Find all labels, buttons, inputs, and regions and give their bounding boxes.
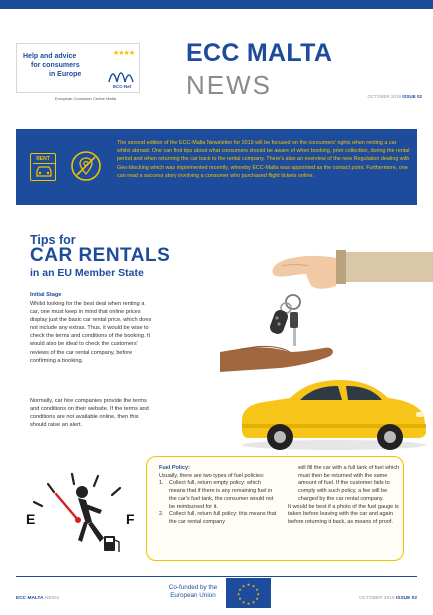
rent-car-icon bbox=[30, 153, 56, 181]
svg-text:★: ★ bbox=[251, 599, 256, 605]
footer-issue-number: ISSUE 02 bbox=[395, 596, 417, 601]
fuel-policy-item-text: Collect full, return full policy: this means that the car rental company bbox=[169, 511, 277, 525]
svg-text:★: ★ bbox=[246, 601, 251, 606]
footer-issue-date: OCTOBER 2019 bbox=[358, 596, 395, 601]
banner-text: The second edition of the ECC-Malta Newsletter for 2019 will be focused on the consumers' rights when renting a car whilst abroad. One can find tips about what consumers should be aware of when booking, prior collection, during the rental period and when returning the car back to the rental company. There's also an overview of the new Regulation dealing with Geo-blocking which was implemented recently, whereby ECC-Malta was appointed as the contact point. Furthermore, one can read a success story involving a consumer who purchased flight tickets online. bbox=[117, 140, 410, 179]
fuel-policy-item bbox=[159, 480, 279, 511]
cofunded-text bbox=[163, 584, 223, 600]
logo-caption: European Consumer Centre Malta bbox=[55, 96, 116, 101]
logo-net-label: ECC-Net bbox=[113, 84, 132, 89]
svg-text:★: ★ bbox=[255, 596, 259, 601]
svg-text:★: ★ bbox=[255, 587, 259, 592]
newsletter-title: ECC MALTA bbox=[186, 39, 333, 67]
article-subtitle: in an EU Member State bbox=[30, 267, 144, 279]
cofunded-line-1: Co-funded by the bbox=[168, 584, 218, 591]
eu-flag-icon bbox=[226, 578, 271, 608]
yellow-car-icon bbox=[242, 380, 426, 450]
fuel-policy-intro: Usually, there are two types of fuel policies: bbox=[159, 472, 265, 479]
footer-brand-name: ECC MALTA bbox=[16, 596, 44, 601]
svg-text:★: ★ bbox=[241, 583, 246, 589]
initial-stage-paragraph-1: Whilst looking for the best deal when renting a car, one must keep in mind that online prices display just the basic car rental price, which does not include any extras. Thus, it would be wise to check the terms and conditions of the booking. It would also be ideal to check the customers' reviews of the car rental company, before confirming a booking. bbox=[30, 301, 152, 364]
fuel-policy-title: Fuel Policy: bbox=[159, 465, 190, 471]
article-title: CAR RENTALS bbox=[30, 245, 171, 266]
issue-line bbox=[368, 94, 422, 99]
initial-stage-paragraph-2: Normally, car hire companies provide the terms and conditions on their website. If the terms and conditions are not available online, then this should raise an alert. bbox=[30, 398, 149, 429]
logo-stars-icon: ★★★★ bbox=[113, 50, 135, 57]
svg-text:★: ★ bbox=[241, 599, 246, 605]
fuel-policy-item-text: Collect full, return empty policy: which means that if there is any remaining fuel in the car's fuel tank, the consumer would not be reimbursed for it. bbox=[169, 480, 274, 510]
giving-hand-icon bbox=[273, 250, 433, 289]
fuel-policy-item-number: 1. bbox=[159, 480, 164, 487]
key-handover-illustration bbox=[220, 240, 433, 455]
car-keys-icon bbox=[268, 295, 300, 346]
svg-text:★: ★ bbox=[251, 583, 256, 589]
fuel-policy-item-number: 2. bbox=[159, 511, 164, 518]
fuel-policy-list bbox=[159, 480, 279, 526]
intro-banner bbox=[16, 129, 417, 205]
car-front-icon bbox=[31, 154, 57, 182]
logo-text bbox=[23, 52, 109, 79]
fuel-policy-continuation: will fill the car with a full tank of fuel which must then be returned with the same amount of fuel. If the customer fails to comply with such policy, a fee will be charged by the car rental company. bbox=[298, 465, 400, 502]
logo-line-1: Help and advice bbox=[23, 53, 77, 60]
svg-text:★: ★ bbox=[246, 582, 251, 587]
no-geoblocking-icon bbox=[70, 150, 102, 182]
logo-line-3: in Europe bbox=[49, 71, 82, 78]
ecc-net-mark-icon bbox=[107, 62, 137, 84]
issue-date: OCTOBER 2019 bbox=[367, 94, 401, 99]
fuel-policy-box bbox=[146, 456, 404, 561]
logo-line-2: for consumers bbox=[31, 62, 80, 69]
fuel-policy-column-1 bbox=[159, 465, 279, 527]
initial-stage-heading: Initial Stage bbox=[30, 292, 62, 298]
issue-number: ISSUE 02 bbox=[402, 94, 422, 99]
fuel-policy-column-2 bbox=[288, 465, 400, 527]
person-pushing-gauge-icon bbox=[76, 486, 104, 542]
svg-text:★: ★ bbox=[238, 596, 242, 601]
footer-brand bbox=[16, 596, 59, 601]
fuel-gauge-illustration bbox=[20, 460, 144, 560]
svg-text:★: ★ bbox=[256, 591, 261, 597]
svg-text:★: ★ bbox=[236, 591, 241, 597]
fuel-policy-proof-tip: It would be best if a photo of the fuel gauge is taken before leaving with the car and again before returning it back, as means of proof. bbox=[288, 503, 399, 525]
footer-divider bbox=[16, 576, 417, 577]
newsletter-subtitle: NEWS bbox=[186, 70, 272, 100]
top-bar bbox=[0, 0, 433, 9]
cofunded-line-2: European Union bbox=[170, 592, 216, 599]
receiving-hand-icon bbox=[220, 346, 333, 372]
gauge-empty-label: E bbox=[26, 511, 36, 527]
footer-brand-news: NEWS bbox=[44, 596, 60, 601]
footer-issue bbox=[359, 596, 417, 601]
gauge-full-label: F bbox=[126, 511, 135, 527]
fuel-policy-item bbox=[159, 511, 279, 526]
rent-label: RENT bbox=[36, 156, 50, 162]
fuel-pump-icon bbox=[104, 536, 119, 552]
ecc-net-logo bbox=[16, 43, 140, 93]
article-kicker: Tips for bbox=[30, 233, 76, 247]
svg-text:★: ★ bbox=[238, 587, 242, 592]
gauge-needle bbox=[56, 494, 78, 520]
